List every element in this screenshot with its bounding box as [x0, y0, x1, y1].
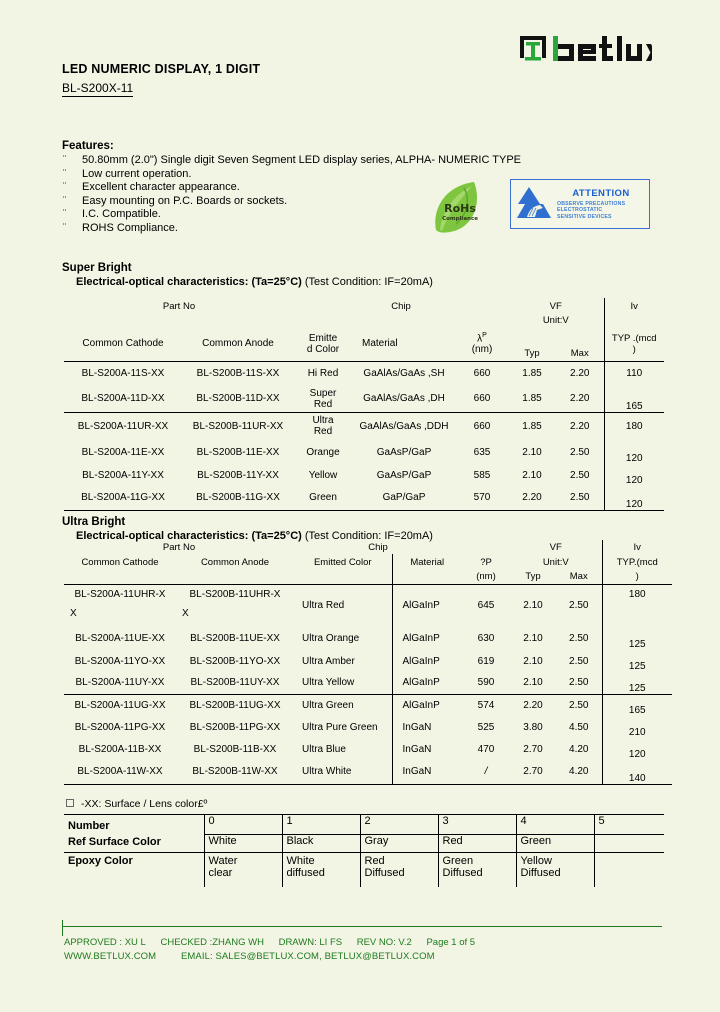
label-number	[64, 815, 204, 853]
header-chip: Chip	[391, 300, 411, 312]
cell-surface-color	[594, 835, 664, 853]
cell-max: 2.50	[569, 632, 589, 644]
footer-approval-line	[64, 937, 487, 948]
cell-iv: 125	[602, 650, 672, 672]
super-bright-table	[64, 298, 664, 511]
cell-common-anode: BL-S200B-11W-XX	[192, 766, 278, 778]
cell-material: GaAsP/GaP	[376, 446, 432, 458]
bullet-icon: ¨	[62, 222, 67, 234]
cell-wavelength: /	[484, 766, 488, 778]
header-wavelength: ?P	[480, 556, 492, 568]
cell-emitted-color: Ultra Green	[302, 699, 354, 711]
cell-typ: 2.20	[523, 699, 543, 711]
cell-common-anode: BL-S200B-11UR-XX	[192, 420, 284, 432]
cell-surface-color: Gray	[360, 835, 438, 853]
super-bright-test-condition: (Test Condition: IF=20mA)	[304, 276, 433, 288]
cell-emitted-color	[294, 386, 352, 412]
table-row	[64, 650, 672, 672]
cell-max: 2.50	[569, 655, 589, 667]
cell-max: 2.50	[569, 599, 589, 611]
betlux-logo-mark	[520, 36, 652, 70]
cell-material: GaAsP/GaP	[376, 469, 432, 481]
header-typ: Typ	[524, 347, 540, 359]
betlux-logo	[520, 36, 652, 70]
cell-epoxy-color	[516, 853, 594, 887]
cell-material: GaP/GaP	[382, 492, 426, 504]
header-iv-typ-l2: )	[632, 343, 636, 355]
cell-common-cathode: BL-S200A-11UG-XX	[74, 699, 166, 711]
cell-typ: 1.85	[522, 420, 542, 432]
header-common-anode: Common Anode	[200, 556, 270, 568]
cell-iv: 210	[602, 716, 672, 738]
cell-material: GaAlAs/GaAs ,SH	[363, 368, 445, 380]
cell-common-cathode: BL-S200A-11UY-XX	[75, 677, 165, 689]
cell-epoxy-color	[438, 853, 516, 887]
header-vf-unit: Unit:V	[542, 315, 569, 326]
cell-common-anode: BL-S200B-11YO-XX	[189, 655, 281, 667]
cell-common-cathode: BL-S200A-11E-XX	[81, 446, 165, 458]
cell-max: 4.20	[569, 766, 589, 778]
header-vf: VF	[549, 541, 562, 553]
cell-epoxy-color	[594, 853, 664, 887]
esd-line-2: ELECTROSTATIC	[557, 207, 603, 214]
surface-lens-note	[66, 798, 207, 810]
cell-material: GaAlAs/GaAs ,DDH	[359, 420, 449, 432]
title-block	[62, 62, 260, 97]
cell-typ: 2.10	[523, 655, 543, 667]
cell-wavelength: 660	[473, 368, 491, 380]
feature-text: 50.80mm (2.0") Single digit Seven Segment LED display series, ALPHA- NUMERIC TYPE	[82, 154, 521, 166]
cell-max: 2.50	[570, 446, 590, 458]
cell-max: 2.50	[570, 469, 590, 481]
cell-material: AlGaInP	[392, 694, 462, 716]
cell-number: 2	[360, 815, 438, 835]
table-header-row-2	[64, 314, 664, 327]
color-table-epoxy-row	[64, 853, 664, 887]
header-iv: Iv	[604, 298, 664, 314]
header-part-no: Part No	[162, 541, 196, 553]
cell-typ: 2.10	[523, 677, 543, 689]
cell-common-cathode: BL-S200A-11PG-XX	[74, 721, 166, 733]
cell-common-cathode: BL-S200A-11Y-XX	[82, 469, 164, 481]
cell-typ: 2.10	[522, 446, 542, 458]
esd-line-1: OBSERVE PRECAUTIONS	[557, 201, 626, 208]
header-lambda: λ	[477, 333, 483, 345]
cell-wavelength: 635	[473, 446, 491, 458]
cell-iv: 120	[604, 440, 664, 464]
table-header-row	[64, 540, 672, 554]
cell-emitted-color-l2: Red	[313, 398, 333, 410]
rohs-leaf-icon	[430, 180, 492, 236]
cell-wavelength: 660	[473, 420, 491, 432]
cell-common-cathode-l1: BL-S200A-11UHR-X	[74, 588, 166, 600]
header-iv-typ-l2: )	[602, 570, 672, 584]
footer-email-separator: ,	[319, 951, 322, 962]
footer-email-2[interactable]: BETLUX@BETLUX.COM	[324, 951, 435, 962]
footer-email-1[interactable]: SALES@BETLUX.COM	[215, 951, 320, 962]
cell-max: 4.50	[569, 721, 589, 733]
cell-iv: 125	[602, 672, 672, 694]
bullet-icon: ¨	[62, 209, 67, 221]
table-subheader-row	[64, 327, 664, 361]
cell-max: 2.50	[569, 699, 589, 711]
color-table-number-row	[64, 815, 664, 835]
color-table-wrap	[64, 814, 664, 887]
cell-common-anode	[176, 584, 294, 626]
cell-number: 1	[282, 815, 360, 835]
cell-common-anode: BL-S200B-11Y-XX	[197, 469, 279, 481]
cell-typ: 1.85	[522, 368, 542, 380]
cell-number: 0	[204, 815, 282, 835]
cell-wavelength: 660	[473, 393, 491, 405]
cell-common-anode-l2: X	[182, 607, 189, 619]
page-footer	[64, 937, 487, 962]
footer-drawn: DRAWN: LI FS	[278, 937, 343, 948]
cell-iv: 165	[604, 386, 664, 412]
cell-iv: 180	[602, 584, 672, 626]
cell-max: 2.50	[569, 677, 589, 689]
cell-wavelength: 570	[473, 492, 491, 504]
header-material: Material	[362, 338, 398, 350]
cell-common-anode: BL-S200B-11S-XX	[196, 368, 280, 380]
ultra-bright-subtitle-bold: Electrical-optical characteristics: (Ta=25°C)	[76, 530, 302, 542]
cell-typ: 2.10	[523, 632, 543, 644]
table-row	[64, 440, 664, 464]
features-heading: Features:	[62, 140, 114, 152]
header-common-cathode: Common Cathode	[81, 556, 159, 568]
super-bright-section	[62, 262, 433, 288]
super-bright-subtitle-bold: Electrical-optical characteristics: (Ta=25°C)	[76, 276, 302, 288]
cell-epoxy-l2: Diffused	[442, 867, 483, 879]
cell-typ: 1.85	[522, 393, 542, 405]
table-row	[64, 584, 672, 626]
table-row	[64, 486, 664, 510]
cell-wavelength: 630	[477, 632, 495, 644]
ultra-bright-title: Ultra Bright	[62, 516, 126, 528]
cell-common-cathode	[64, 584, 176, 626]
cell-epoxy-color	[204, 853, 282, 887]
table-row	[64, 361, 664, 386]
cell-max: 2.20	[570, 420, 590, 432]
header-typ: Typ	[525, 571, 541, 583]
header-wavelength	[456, 327, 508, 361]
header-max: Max	[569, 571, 588, 583]
label-surface-text: Ref Surface Color	[68, 835, 161, 848]
esd-heading: ATTENTION	[572, 188, 630, 200]
cell-typ: 2.70	[523, 743, 543, 755]
cell-emitted-color: Orange	[306, 446, 340, 458]
super-bright-subtitle	[76, 276, 433, 288]
bullet-icon: ¨	[62, 182, 67, 194]
cell-surface-color: White	[204, 835, 282, 853]
header-chip: Chip	[368, 541, 388, 553]
cell-common-anode: BL-S200B-11E-XX	[196, 446, 280, 458]
cell-max: 2.20	[570, 368, 590, 380]
cell-iv: 120	[604, 464, 664, 486]
esd-attention-box	[510, 179, 650, 229]
cell-epoxy-color	[360, 853, 438, 887]
cell-iv: 140	[602, 760, 672, 784]
cell-common-cathode: BL-S200A-11UR-XX	[77, 420, 169, 432]
cell-common-anode: BL-S200B-11D-XX	[196, 393, 280, 405]
cell-wavelength: 645	[477, 599, 495, 611]
page-header	[0, 0, 720, 120]
cell-epoxy-l1: Green	[442, 855, 474, 867]
footer-contact-line	[64, 951, 487, 962]
cell-max: 4.20	[569, 743, 589, 755]
cell-emitted-color: Ultra Blue	[302, 743, 346, 755]
cell-common-anode: BL-S200B-11B-XX	[193, 743, 277, 755]
table-row	[64, 672, 672, 694]
cell-common-cathode-l2: X	[70, 607, 77, 619]
cell-wavelength: 585	[473, 469, 491, 481]
footer-rev: REV NO: V.2	[356, 937, 412, 948]
cell-emitted-color: Hi Red	[307, 368, 339, 380]
cell-max: 2.50	[570, 492, 590, 504]
note-checkbox-icon	[66, 799, 74, 807]
feature-text: ROHS Compliance.	[82, 221, 178, 234]
cell-material: AlGaInP	[392, 584, 462, 626]
cell-common-cathode: BL-S200A-11W-XX	[77, 766, 163, 778]
cell-emitted-color-l1: Super	[309, 387, 337, 399]
cell-emitted-color: Ultra Amber	[302, 655, 355, 667]
header-emitted-color-l2: d Color	[306, 343, 340, 355]
cell-surface-color: Red	[438, 835, 516, 853]
cell-emitted-color-l1: Ultra	[312, 415, 334, 427]
cell-common-cathode: BL-S200A-11UE-XX	[75, 632, 165, 644]
feature-text: Easy mounting on P.C. Boards or sockets.	[82, 194, 288, 207]
cell-epoxy-l1: White	[286, 855, 315, 867]
cell-material: AlGaInP	[392, 672, 462, 694]
cell-max: 2.20	[570, 393, 590, 405]
cell-typ: 2.20	[522, 492, 542, 504]
esd-symbol-icon	[511, 184, 557, 224]
cell-emitted-color: Ultra Pure Green	[302, 721, 378, 733]
cell-material: InGaN	[392, 716, 462, 738]
cell-material: InGaN	[392, 738, 462, 760]
cell-typ: 3.80	[523, 721, 543, 733]
feature-text: I.C. Compatible.	[82, 208, 161, 221]
header-emitted-color: Emitted Color	[313, 556, 372, 568]
cell-epoxy-color	[282, 853, 360, 887]
cell-epoxy-l2: Diffused	[520, 867, 561, 879]
cell-number: 3	[438, 815, 516, 835]
cell-epoxy-l2: Diffused	[364, 867, 405, 879]
super-bright-title: Super Bright	[62, 262, 132, 274]
cell-common-anode: BL-S200B-11G-XX	[196, 492, 280, 504]
header-common-cathode: Common Cathode	[82, 338, 164, 350]
cell-emitted-color: Ultra White	[302, 766, 352, 778]
feature-text: Excellent character appearance.	[82, 181, 240, 194]
header-wavelength-unit: (nm)	[471, 344, 493, 356]
cell-common-cathode: BL-S200A-11S-XX	[81, 368, 165, 380]
cell-emitted-color: Ultra Red	[302, 599, 345, 611]
cell-material: GaAlAs/GaAs ,DH	[363, 393, 445, 405]
ultra-bright-section	[62, 516, 433, 542]
cell-emitted-color: Ultra Yellow	[302, 677, 355, 689]
cell-common-anode: BL-S200B-11UY-XX	[190, 677, 280, 689]
cell-iv: 120	[602, 738, 672, 760]
cell-typ: 2.70	[523, 766, 543, 778]
header-emitted-color-l1: Emitte	[308, 332, 338, 344]
table-row	[64, 464, 664, 486]
cell-epoxy-l1: Water	[208, 855, 238, 867]
table-header-row	[64, 298, 664, 314]
header-iv-typ-l1: TYP.(mcd	[602, 554, 672, 570]
cell-typ: 2.10	[522, 469, 542, 481]
footer-email-label: EMAIL:	[180, 951, 213, 962]
cell-common-anode: BL-S200B-11PG-XX	[189, 721, 281, 733]
cell-typ: 2.10	[523, 599, 543, 611]
feature-text: Low current operation.	[82, 167, 192, 180]
cell-emitted-color: Yellow	[308, 469, 338, 481]
super-bright-table-wrap	[64, 298, 664, 511]
cell-wavelength: 619	[477, 655, 495, 667]
header-lambda-sub: P	[482, 332, 487, 340]
cell-common-cathode: BL-S200A-11G-XX	[81, 492, 165, 504]
cell-number: 4	[516, 815, 594, 835]
ultra-bright-table-wrap	[64, 540, 672, 785]
footer-page: Page 1 of 5	[426, 937, 476, 948]
label-epoxy: Epoxy Color	[68, 855, 133, 867]
cell-emitted-color: Green	[309, 492, 337, 504]
table-row	[64, 738, 672, 760]
cell-common-anode: BL-S200B-11UE-XX	[190, 632, 280, 644]
cell-iv: 125	[602, 626, 672, 650]
cell-emitted-color	[294, 412, 352, 440]
table-subheader-row-2	[64, 570, 672, 584]
cell-material: AlGaInP	[392, 650, 462, 672]
feature-item	[62, 154, 662, 168]
cell-epoxy-l2: diffused	[286, 867, 325, 879]
table-row	[64, 760, 672, 784]
bullet-icon: ¨	[62, 155, 67, 166]
cell-emitted-color-l2: Red	[313, 426, 333, 438]
cell-epoxy-l1: Red	[364, 855, 385, 867]
rohs-label: RoHs	[444, 202, 476, 215]
header-max: Max	[570, 347, 589, 359]
color-table	[64, 814, 664, 887]
note-text: -XX: Surface / Lens color£º	[81, 798, 208, 810]
label-number-text: Number	[68, 819, 110, 832]
header-iv: Iv	[602, 540, 672, 554]
rohs-badge	[430, 180, 492, 236]
cell-iv: 165	[602, 694, 672, 716]
table-row	[64, 694, 672, 716]
cell-common-anode-l1: BL-S200B-11UHR-X	[189, 588, 281, 600]
cell-wavelength: 590	[477, 677, 495, 689]
table-row	[64, 626, 672, 650]
page-title: LED NUMERIC DISPLAY, 1 DIGIT	[62, 62, 261, 76]
bullet-icon: ¨	[62, 195, 67, 207]
header-iv-typ-l1: TYP .(mcd	[611, 332, 657, 344]
cell-wavelength: 574	[477, 699, 495, 711]
cell-wavelength: 525	[477, 721, 495, 733]
cell-iv: 180	[604, 412, 664, 440]
bullet-icon: ¨	[62, 168, 67, 180]
cell-common-cathode: BL-S200A-11D-XX	[81, 393, 165, 405]
header-wavelength-unit: (nm)	[476, 571, 496, 583]
cell-material: InGaN	[392, 760, 462, 784]
cell-epoxy-l2: clear	[208, 867, 233, 879]
table-subheader-row	[64, 554, 672, 570]
cell-common-cathode: BL-S200A-11B-XX	[78, 743, 162, 755]
cell-emitted-color: Ultra Orange	[302, 632, 360, 644]
footer-approved: APPROVED : XU L	[64, 937, 146, 948]
header-vf-unit: Unit:V	[542, 556, 569, 568]
header-common-anode: Common Anode	[202, 338, 274, 350]
header-material: Material	[392, 554, 462, 570]
cell-wavelength: 470	[477, 743, 495, 755]
footer-website-link[interactable]: WWW.BETLUX.COM	[64, 951, 157, 962]
rohs-sublabel: Compliance	[442, 216, 478, 222]
cell-epoxy-l1: Yellow	[520, 855, 552, 867]
cell-iv: 110	[604, 361, 664, 386]
cell-iv: 120	[604, 486, 664, 510]
table-row	[64, 412, 664, 440]
header-emitted-color	[294, 327, 352, 361]
cell-number: 5	[594, 815, 664, 835]
ultra-bright-table	[64, 540, 672, 785]
esd-line-3: SENSITIVE DEVICES	[557, 213, 612, 220]
table-row	[64, 716, 672, 738]
cell-material: AlGaInP	[392, 626, 462, 650]
cell-common-cathode: BL-S200A-11YO-XX	[74, 655, 166, 667]
header-vf: VF	[549, 300, 562, 312]
part-number: BL-S200X-11	[62, 81, 134, 95]
footer-divider	[62, 926, 662, 927]
footer-checked: CHECKED :ZHANG WH	[160, 937, 264, 948]
header-part-no: Part No	[162, 300, 196, 312]
cell-surface-color: Green	[516, 835, 594, 853]
cell-surface-color: Black	[282, 835, 360, 853]
table-row	[64, 386, 664, 412]
header-iv-typ	[604, 327, 664, 361]
ultra-bright-test-condition: (Test Condition: IF=20mA)	[304, 530, 433, 542]
footer-left-tick	[62, 920, 63, 936]
cell-common-anode: BL-S200B-11UG-XX	[189, 699, 281, 711]
